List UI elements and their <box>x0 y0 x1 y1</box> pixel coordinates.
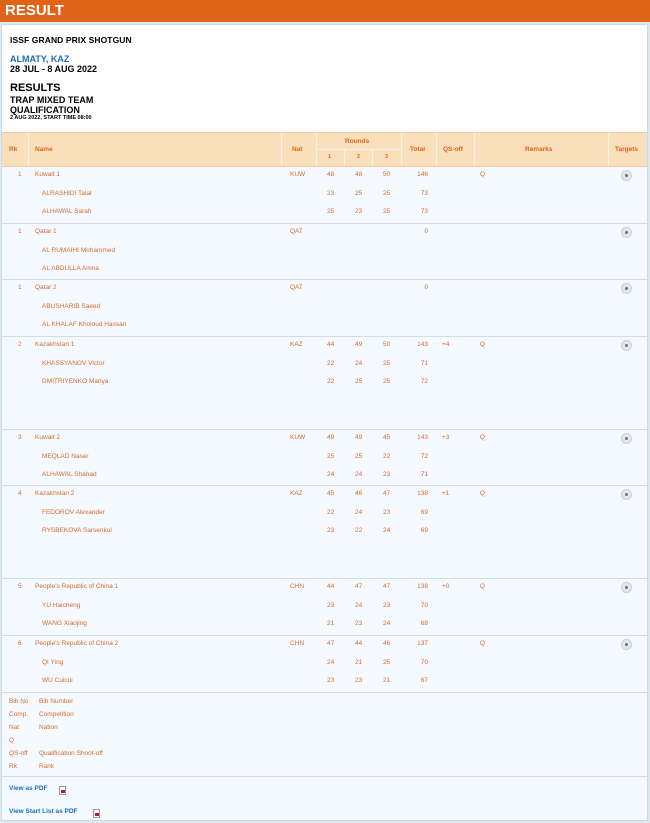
targets-icon[interactable] <box>621 283 632 294</box>
team-row <box>2 166 647 223</box>
team-nation: KAZ <box>290 490 303 497</box>
athlete-round-1: 25 <box>327 453 335 460</box>
athlete-round-2: 24 <box>355 509 363 516</box>
view-start-list-pdf-label: View Start List as PDF <box>9 808 78 815</box>
athlete-round-3: 25 <box>383 378 391 385</box>
team-remarks: Q <box>480 583 486 590</box>
team-round-3: 47 <box>383 490 391 497</box>
athlete-round-2: 24 <box>355 471 363 478</box>
team-round-1: 49 <box>327 434 335 441</box>
team-rank: 4 <box>18 490 22 497</box>
athlete-name: ALHAWAL Shahad <box>42 471 97 478</box>
col-round-1: 1 <box>328 154 332 160</box>
legend-desc: Rank <box>39 763 55 770</box>
col-remarks: Remarks <box>525 146 553 153</box>
team-qsoff: +4 <box>442 341 450 348</box>
athlete-round-1: 24 <box>327 471 335 478</box>
athlete-round-3: 21 <box>383 677 391 684</box>
team-row <box>2 635 647 692</box>
col-rk: Rk <box>9 146 18 153</box>
event-header <box>2 25 647 132</box>
targets-icon[interactable] <box>621 639 632 650</box>
athlete-name: ALHAWAL Sarah <box>42 208 92 215</box>
pdf-icon[interactable] <box>59 786 66 795</box>
team-name: People's Republic of China 2 <box>35 640 119 647</box>
team-total: 143 <box>417 341 428 348</box>
athlete-round-1: 23 <box>327 602 335 609</box>
view-start-list-pdf-link[interactable] <box>9 808 78 815</box>
col-qsoff: QS-off <box>443 146 463 153</box>
team-total: 138 <box>417 583 428 590</box>
team-round-3: 50 <box>383 341 391 348</box>
athlete-total: 72 <box>420 453 428 460</box>
athlete-round-2: 25 <box>355 378 363 385</box>
team-rank: 6 <box>18 640 22 647</box>
team-row <box>2 336 647 429</box>
legend-desc: Competition <box>39 711 74 718</box>
athlete-total: 73 <box>420 190 428 197</box>
athlete-round-1: 23 <box>327 527 335 534</box>
team-nation: CHN <box>290 583 305 590</box>
team-round-1: 45 <box>327 490 335 497</box>
athlete-round-2: 22 <box>355 527 363 534</box>
team-round-1: 44 <box>327 341 335 348</box>
athlete-name: RYSBEKOVA Sarsenkul <box>42 527 112 534</box>
athlete-name: DMITRIYENKO Mariya <box>42 378 109 385</box>
athlete-round-3: 25 <box>383 360 391 367</box>
team-row <box>2 485 647 578</box>
team-total: 137 <box>417 640 428 647</box>
athlete-round-3: 25 <box>383 190 391 197</box>
event-name: TRAP MIXED TEAM QUALIFICATION <box>10 95 94 115</box>
athlete-name: FEDOROV Alexander <box>42 509 105 516</box>
athlete-name: KHASSYANOV Victor <box>42 360 105 367</box>
col-name: Name <box>35 146 53 153</box>
athlete-total: 69 <box>420 527 428 534</box>
legend-abbr: Q <box>9 737 15 744</box>
team-round-3: 47 <box>383 583 391 590</box>
page-title: RESULT <box>5 2 64 19</box>
athlete-round-3: 25 <box>383 208 391 215</box>
athlete-round-2: 21 <box>355 659 363 666</box>
team-rank: 1 <box>18 284 22 291</box>
athlete-round-3: 24 <box>383 527 391 534</box>
athlete-name: ABUSHARIB Saeed <box>42 303 101 310</box>
col-rounds: Rounds <box>345 138 370 145</box>
athlete-round-2: 23 <box>355 620 363 627</box>
athlete-name: QI Ying <box>42 659 64 666</box>
team-nation: QAT <box>290 284 303 291</box>
athlete-round-1: 24 <box>327 659 335 666</box>
team-round-1: 48 <box>327 171 335 178</box>
col-total: Total <box>410 146 426 153</box>
targets-icon[interactable] <box>621 433 632 444</box>
athlete-total: 70 <box>420 602 428 609</box>
team-name: People's Republic of China 1 <box>35 583 119 590</box>
col-nat: Nat <box>292 146 303 153</box>
results-heading: RESULTS <box>10 82 61 94</box>
col-round-3: 3 <box>385 154 389 160</box>
athlete-round-1: 23 <box>327 677 335 684</box>
team-qsoff: +1 <box>442 490 450 497</box>
team-remarks: Q <box>480 640 486 647</box>
athlete-name: YU Haicheng <box>42 602 81 609</box>
athlete-round-2: 23 <box>355 677 363 684</box>
team-nation: CHN <box>290 640 305 647</box>
athlete-round-1: 22 <box>327 378 335 385</box>
legend-desc: Nation <box>39 724 58 731</box>
targets-icon[interactable] <box>621 340 632 351</box>
athlete-round-3: 23 <box>383 602 391 609</box>
athlete-total: 69 <box>420 509 428 516</box>
team-round-2: 44 <box>355 640 363 647</box>
start-info: 2 AUG 2022, START TIME 08:00 <box>10 115 92 121</box>
athlete-round-1: 22 <box>327 509 335 516</box>
start-list-pdf-icon[interactable] <box>93 809 100 818</box>
team-qsoff: +3 <box>442 434 450 441</box>
competition-title: ISSF GRAND PRIX SHOTGUN <box>10 35 132 45</box>
athlete-name: WU Cuicui <box>42 677 73 684</box>
athlete-round-3: 23 <box>383 509 391 516</box>
athlete-total: 70 <box>420 659 428 666</box>
team-nation: KUW <box>290 171 306 178</box>
team-round-2: 46 <box>355 490 363 497</box>
team-total: 146 <box>417 171 428 178</box>
legend-abbr: QS-off <box>9 750 28 757</box>
team-row <box>2 279 647 336</box>
team-round-2: 49 <box>355 434 363 441</box>
view-pdf-label: View as PDF <box>9 785 48 792</box>
athlete-round-3: 23 <box>383 471 391 478</box>
athlete-round-2: 25 <box>355 190 363 197</box>
athlete-round-3: 24 <box>383 620 391 627</box>
legend-abbr: Rk <box>9 763 17 770</box>
team-name: Qatar 2 <box>35 284 57 291</box>
page-title-bar <box>0 0 650 22</box>
team-rank: 5 <box>18 583 22 590</box>
team-round-3: 45 <box>383 434 391 441</box>
athlete-name: AL RUMAIHI Mohammed <box>42 247 116 254</box>
targets-icon[interactable] <box>621 582 632 593</box>
team-nation: KUW <box>290 434 306 441</box>
athlete-name: AL ABDULLA Amna <box>42 265 99 272</box>
athlete-round-3: 22 <box>383 453 391 460</box>
results-table-header <box>2 132 647 167</box>
athlete-total: 72 <box>420 378 428 385</box>
athlete-round-1: 23 <box>327 190 335 197</box>
team-nation: QAT <box>290 228 303 235</box>
competition-location: ALMATY, KAZ <box>10 54 70 64</box>
team-rank: 1 <box>18 171 22 178</box>
legend-desc: Qualification Shoot-off <box>39 750 103 757</box>
legend-abbr: Comp. <box>9 711 29 718</box>
team-round-1: 47 <box>327 640 335 647</box>
team-remarks: Q <box>480 171 486 178</box>
targets-icon[interactable] <box>621 227 632 238</box>
team-name: Kazakhstan 1 <box>35 341 75 348</box>
team-name: Kuwait 2 <box>35 434 60 441</box>
team-nation: KAZ <box>290 341 303 348</box>
athlete-total: 71 <box>420 360 428 367</box>
col-round-2: 2 <box>357 154 361 160</box>
results-panel <box>1 24 648 821</box>
athlete-name: WANG Xiaojing <box>42 620 87 627</box>
targets-icon[interactable] <box>621 170 632 181</box>
team-total: 138 <box>417 490 428 497</box>
legend-desc: Bib Number <box>39 698 74 705</box>
legend-abbr: Nat <box>9 724 20 731</box>
team-round-3: 46 <box>383 640 391 647</box>
team-qsoff: +0 <box>442 583 450 590</box>
team-name: Kuwait 1 <box>35 171 60 178</box>
team-remarks: Q <box>480 341 486 348</box>
athlete-total: 71 <box>420 471 428 478</box>
team-total: 143 <box>417 434 428 441</box>
team-round-2: 48 <box>355 171 363 178</box>
athlete-round-2: 25 <box>355 453 363 460</box>
team-total: 0 <box>424 228 428 235</box>
team-round-3: 50 <box>383 171 391 178</box>
athlete-total: 67 <box>420 677 428 684</box>
team-remarks: Q <box>480 434 486 441</box>
athlete-round-2: 24 <box>355 360 363 367</box>
view-pdf-link[interactable] <box>9 785 48 792</box>
col-targets: Targets <box>615 146 638 153</box>
athlete-name: ALRASHIDI Talal <box>42 190 92 197</box>
athlete-round-3: 25 <box>383 659 391 666</box>
athlete-total: 68 <box>420 620 428 627</box>
team-round-2: 49 <box>355 341 363 348</box>
athlete-round-1: 21 <box>327 620 335 627</box>
team-round-2: 47 <box>355 583 363 590</box>
team-round-1: 44 <box>327 583 335 590</box>
athlete-round-2: 23 <box>355 208 363 215</box>
athlete-round-1: 22 <box>327 360 335 367</box>
team-row <box>2 429 647 485</box>
targets-icon[interactable] <box>621 489 632 500</box>
legend-abbr: Bib No <box>9 698 29 705</box>
team-row <box>2 223 647 279</box>
team-rank: 1 <box>18 228 22 235</box>
athlete-total: 73 <box>420 208 428 215</box>
team-name: Kazakhstan 2 <box>35 490 75 497</box>
competition-dates: 28 JUL - 8 AUG 2022 <box>10 64 98 74</box>
athlete-round-2: 24 <box>355 602 363 609</box>
team-total: 0 <box>424 284 428 291</box>
team-row <box>2 578 647 635</box>
team-rank: 3 <box>18 434 22 441</box>
athlete-name: MEQLAD Naser <box>42 453 89 460</box>
team-name: Qatar 1 <box>35 228 57 235</box>
athlete-name: AL KHALAF Kholoud Hassan <box>42 321 127 328</box>
team-rank: 2 <box>18 341 22 348</box>
athlete-round-1: 25 <box>327 208 335 215</box>
team-remarks: Q <box>480 490 486 497</box>
